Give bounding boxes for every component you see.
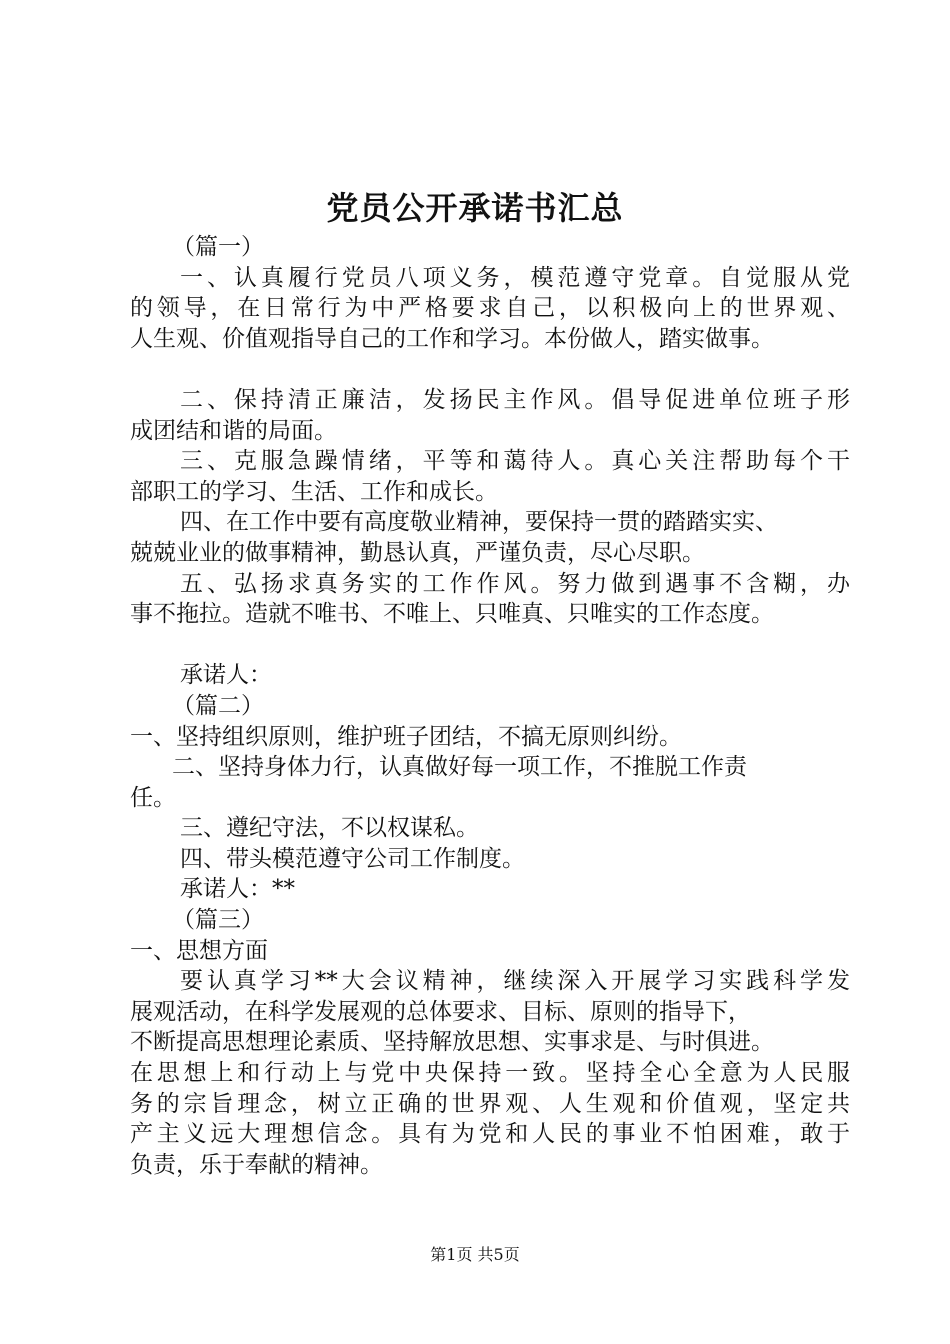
paragraph-line: 一、认真履行党员八项义务，模范遵守党章。自觉服从党 — [180, 264, 850, 291]
paragraph-line: 务的宗旨理念，树立正确的世界观、人生观和价值观，坚定共 — [130, 1090, 850, 1117]
paragraph-line: 一、坚持组织原则，维护班子团结，不搞无原则纠纷。 — [130, 723, 682, 750]
paragraph-line: 四、带头模范遵守公司工作制度。 — [180, 845, 525, 872]
paragraph-line: 在思想上和行动上与党中央保持一致。坚持全心全意为人民服 — [130, 1060, 850, 1087]
subsection-heading: 一、思想方面 — [130, 937, 268, 964]
paragraph-line: 二、坚持身体力行，认真做好每一项工作，不推脱工作责 — [172, 754, 747, 781]
signature-line-part1: 承诺人： — [180, 662, 272, 689]
paragraph-line: 任。 — [130, 784, 176, 811]
paragraph-line: 二、保持清正廉洁，发扬民主作风。倡导促进单位班子形 — [180, 386, 850, 413]
section-heading-part2: （篇二） — [172, 692, 264, 719]
paragraph-line: 三、克服急躁情绪，平等和蔼待人。真心关注帮助每个干 — [180, 448, 850, 475]
paragraph-line: 五、弘扬求真务实的工作作风。努力做到遇事不含糊，办 — [180, 570, 850, 597]
paragraph-line: 展观活动，在科学发展观的总体要求、目标、原则的指导下， — [130, 998, 751, 1025]
section-heading-part3: （篇三） — [172, 907, 264, 934]
paragraph-line: 四、在工作中要有高度敬业精神，要保持一贯的踏踏实实、 — [180, 509, 778, 536]
paragraph-line: 部职工的学习、生活、工作和成长。 — [130, 478, 498, 505]
document-title: 党员公开承诺书汇总 — [326, 189, 624, 227]
paragraph-line: 的领导，在日常行为中严格要求自己，以积极向上的世界观、 — [130, 295, 850, 322]
paragraph-line: 人生观、价值观指导自己的工作和学习。本份做人，踏实做事。 — [130, 325, 774, 352]
paragraph-line: 三、遵纪守法，不以权谋私。 — [180, 815, 479, 842]
paragraph-line: 事不拖拉。造就不唯书、不唯上、只唯真、只唯实的工作态度。 — [130, 601, 774, 628]
document-body — [130, 232, 850, 1180]
blank-line — [130, 630, 850, 661]
page-number-footer: 第1页 共5页 — [430, 1245, 520, 1264]
paragraph-line: 产主义远大理想信念。具有为党和人民的事业不怕困难，敢于 — [130, 1121, 850, 1148]
blank-line — [130, 354, 850, 385]
paragraph-line: 不断提高思想理论素质、坚持解放思想、实事求是、与时俱进。 — [130, 1029, 774, 1056]
paragraph-line: 成团结和谐的局面。 — [130, 417, 337, 444]
paragraph-line: 负责，乐于奉献的精神。 — [130, 1151, 383, 1178]
signature-line-part2: 承诺人：** — [180, 876, 295, 903]
paragraph-line: 要认真学习**大会议精神，继续深入开展学习实践科学发 — [180, 968, 850, 995]
section-heading-part1: （篇一） — [172, 234, 264, 260]
paragraph-line: 兢兢业业的做事精神，勤恳认真，严谨负责，尽心尽职。 — [130, 539, 705, 566]
